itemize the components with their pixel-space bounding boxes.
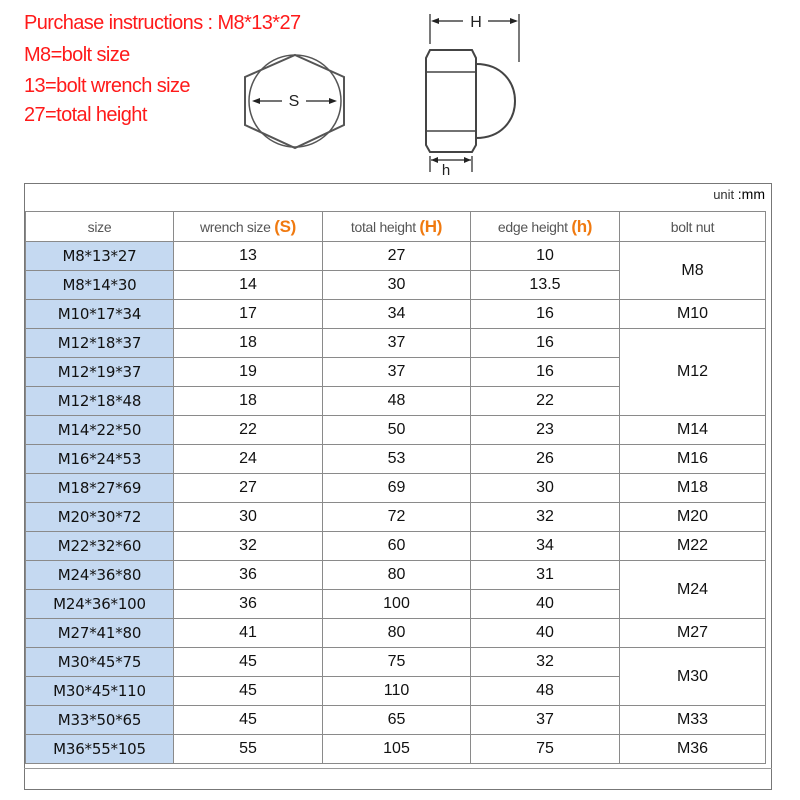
wrench-size-cell: 18 xyxy=(174,387,323,416)
edge-height-cell: 30 xyxy=(471,474,620,503)
size-cell: M33*50*65 xyxy=(26,706,174,735)
edge-height-cell: 10 xyxy=(471,242,620,271)
edge-height-cell: 23 xyxy=(471,416,620,445)
table-row xyxy=(26,503,766,532)
bolt-nut-cell: M16 xyxy=(620,445,766,474)
total-height-cell: 48 xyxy=(323,387,471,416)
edge-height-cell: 40 xyxy=(471,590,620,619)
wrench-size-cell: 18 xyxy=(174,329,323,358)
wrench-size-cell: 13 xyxy=(174,242,323,271)
s-dimension-label: S xyxy=(288,93,300,110)
wrench-size-cell: 41 xyxy=(174,619,323,648)
s-arrowhead-right xyxy=(329,98,337,104)
nut-body-outline xyxy=(426,50,476,152)
bolt-nut-cell: M30 xyxy=(620,648,766,706)
bolt-nut-cell: M27 xyxy=(620,619,766,648)
size-cell: M30*45*75 xyxy=(26,648,174,677)
size-cell: M12*18*37 xyxy=(26,329,174,358)
wrench-size-cell: 17 xyxy=(174,300,323,329)
table-row xyxy=(26,300,766,329)
bolt-nut-cell: M24 xyxy=(620,561,766,619)
total-height-cell: 34 xyxy=(323,300,471,329)
total-height-cell: 72 xyxy=(323,503,471,532)
total-height-cell: 75 xyxy=(323,648,471,677)
table-row xyxy=(26,329,766,358)
edge-height-cell: 32 xyxy=(471,503,620,532)
size-cell: M24*36*80 xyxy=(26,561,174,590)
size-cell: M10*17*34 xyxy=(26,300,174,329)
bolt-nut-cell: M8 xyxy=(620,242,766,300)
bolt-nut-cell: M12 xyxy=(620,329,766,416)
wrench-size-cell: 45 xyxy=(174,677,323,706)
wrench-size-cell: 36 xyxy=(174,561,323,590)
total-height-cell: 50 xyxy=(323,416,471,445)
bolt-nut-cell: M36 xyxy=(620,735,766,764)
table-row xyxy=(26,416,766,445)
table-header-row xyxy=(26,212,766,242)
wrench-size-cell: 30 xyxy=(174,503,323,532)
wrench-size-cell: 45 xyxy=(174,648,323,677)
bolt-nut-cell: M20 xyxy=(620,503,766,532)
bolt-nut-cell: M33 xyxy=(620,706,766,735)
table-row xyxy=(26,735,766,764)
header-wrench-size: wrench size (S) xyxy=(174,212,323,242)
edge-height-cell: 75 xyxy=(471,735,620,764)
table-row xyxy=(26,619,766,648)
total-height-cell: 27 xyxy=(323,242,471,271)
size-cell: M14*22*50 xyxy=(26,416,174,445)
total-height-cell: 37 xyxy=(323,358,471,387)
edge-height-cell: 37 xyxy=(471,706,620,735)
unit-label: unit :mm xyxy=(713,186,765,202)
table-row xyxy=(26,561,766,590)
size-cell: M8*13*27 xyxy=(26,242,174,271)
bolt-nut-cell: M22 xyxy=(620,532,766,561)
edge-height-cell: 26 xyxy=(471,445,620,474)
edge-height-cell: 40 xyxy=(471,619,620,648)
edge-height-cell: 13.5 xyxy=(471,271,620,300)
size-cell: M30*45*110 xyxy=(26,677,174,706)
h-total-dimension-label: H xyxy=(470,14,482,31)
wrench-size-cell: 14 xyxy=(174,271,323,300)
bolt-size-note: M8=bolt size xyxy=(24,44,130,66)
size-cell: M8*14*30 xyxy=(26,271,174,300)
wrench-size-cell: 22 xyxy=(174,416,323,445)
edge-height-cell: 16 xyxy=(471,329,620,358)
edge-height-cell: 16 xyxy=(471,300,620,329)
size-cell: M16*24*53 xyxy=(26,445,174,474)
cap-nut-side-view xyxy=(426,50,515,152)
wrench-size-cell: 45 xyxy=(174,706,323,735)
nut-dome-outline xyxy=(476,64,515,138)
total-height-cell: 80 xyxy=(323,619,471,648)
table-row xyxy=(26,242,766,271)
total-height-note: 27=total height xyxy=(24,104,147,126)
edge-height-cell: 31 xyxy=(471,561,620,590)
cap-nut-spec-table xyxy=(25,211,766,764)
edge-height-cell: 16 xyxy=(471,358,620,387)
table-row xyxy=(26,445,766,474)
size-cell: M12*18*48 xyxy=(26,387,174,416)
total-height-cell: 80 xyxy=(323,561,471,590)
total-height-cell: 69 xyxy=(323,474,471,503)
purchase-instructions-title: Purchase instructions : M8*13*27 xyxy=(24,12,301,34)
size-cell: M22*32*60 xyxy=(26,532,174,561)
size-cell: M27*41*80 xyxy=(26,619,174,648)
size-cell: M36*55*105 xyxy=(26,735,174,764)
total-height-cell: 100 xyxy=(323,590,471,619)
edge-height-cell: 34 xyxy=(471,532,620,561)
bolt-nut-cell: M14 xyxy=(620,416,766,445)
total-height-cell: 60 xyxy=(323,532,471,561)
header-size: size xyxy=(26,212,174,242)
size-cell: M24*36*100 xyxy=(26,590,174,619)
wrench-size-note: 13=bolt wrench size xyxy=(24,75,190,97)
size-cell: M12*19*37 xyxy=(26,358,174,387)
wrench-size-cell: 36 xyxy=(174,590,323,619)
wrench-size-cell: 24 xyxy=(174,445,323,474)
size-cell: M18*27*69 xyxy=(26,474,174,503)
s-arrowhead-left xyxy=(252,98,260,104)
table-row xyxy=(26,648,766,677)
cap-nut-diagram xyxy=(0,0,800,180)
table-row xyxy=(26,706,766,735)
header-bolt-nut: bolt nut xyxy=(620,212,766,242)
wrench-size-cell: 55 xyxy=(174,735,323,764)
bolt-nut-cell: M10 xyxy=(620,300,766,329)
wrench-size-cell: 32 xyxy=(174,532,323,561)
total-height-cell: 110 xyxy=(323,677,471,706)
header-edge-height: edge height (h) xyxy=(471,212,620,242)
size-cell: M20*30*72 xyxy=(26,503,174,532)
bolt-nut-cell: M18 xyxy=(620,474,766,503)
table-footer-row xyxy=(24,768,772,790)
h-edge-dimension-label: h xyxy=(441,162,451,179)
table-row xyxy=(26,532,766,561)
edge-height-cell: 22 xyxy=(471,387,620,416)
total-height-cell: 53 xyxy=(323,445,471,474)
table-row xyxy=(26,474,766,503)
wrench-size-cell: 19 xyxy=(174,358,323,387)
total-height-cell: 37 xyxy=(323,329,471,358)
total-height-cell: 30 xyxy=(323,271,471,300)
edge-height-cell: 32 xyxy=(471,648,620,677)
edge-height-cell: 48 xyxy=(471,677,620,706)
header-total-height: total height (H) xyxy=(323,212,471,242)
wrench-size-cell: 27 xyxy=(174,474,323,503)
total-height-cell: 65 xyxy=(323,706,471,735)
total-height-cell: 105 xyxy=(323,735,471,764)
